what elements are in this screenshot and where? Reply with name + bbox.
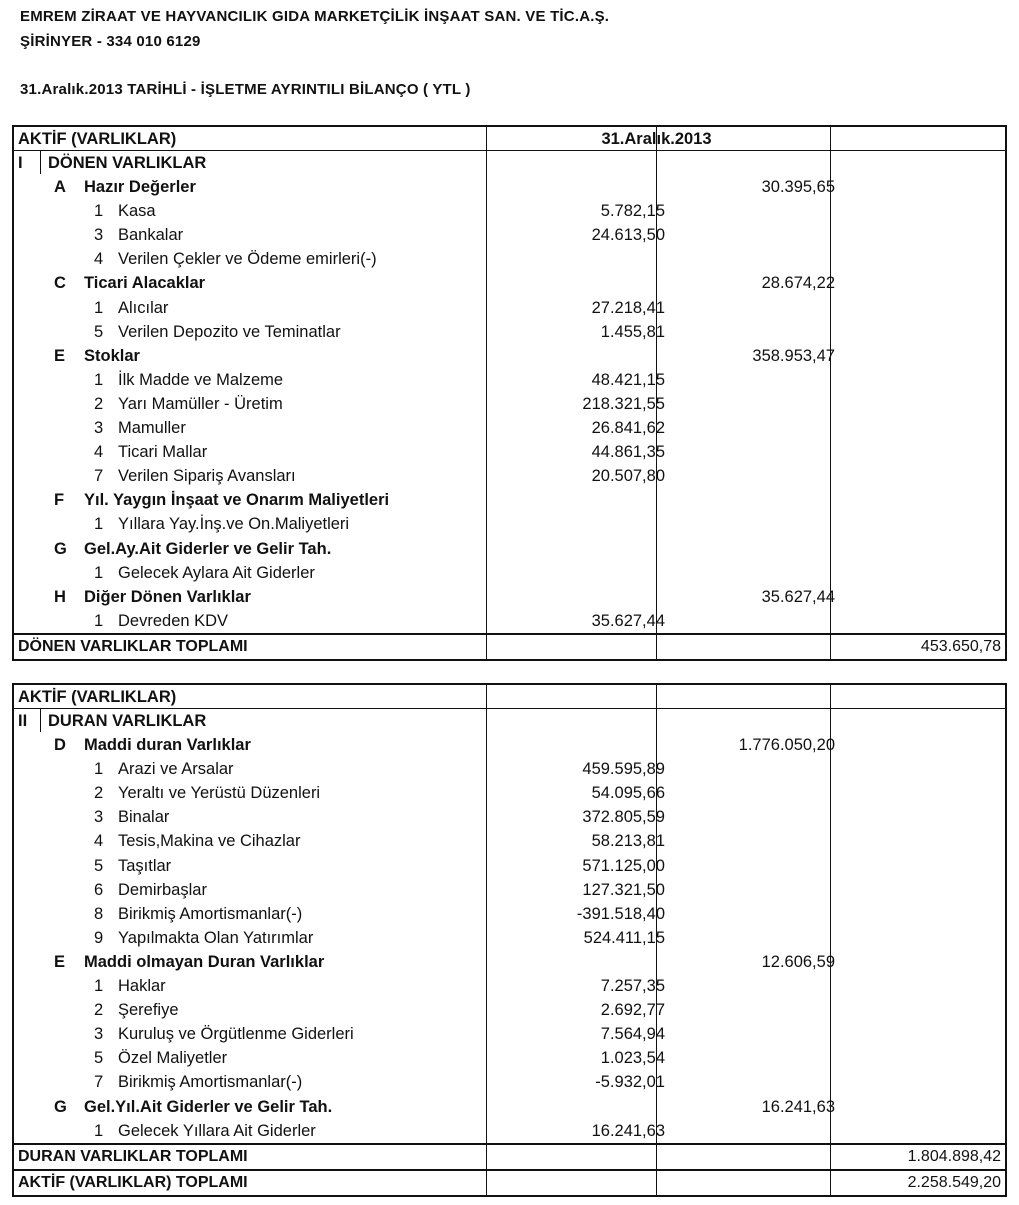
table-row xyxy=(14,151,1005,175)
header-label: AKTİF (VARLIKLAR) xyxy=(18,688,177,706)
table-row xyxy=(14,878,1005,902)
table-row xyxy=(14,271,1005,295)
row-code: 1 xyxy=(94,515,104,534)
table-row xyxy=(14,464,1005,488)
total-row xyxy=(14,633,1005,659)
row-value-c1: 27.218,41 xyxy=(591,298,665,317)
row-label: Alıcılar xyxy=(118,298,169,317)
table-row xyxy=(14,1119,1005,1143)
row-code: 2 xyxy=(94,1001,104,1020)
table-row xyxy=(14,392,1005,416)
row-label: Taşıtlar xyxy=(118,856,172,875)
row-label: Birikmiş Amortismanlar(-) xyxy=(118,904,303,923)
row-value-c1: 2.692,77 xyxy=(600,1001,665,1020)
company-name: EMREM ZİRAAT VE HAYVANCILIK GIDA MARKETÇİLİK İNŞAAT SAN. VE TİC.A.Ş. xyxy=(20,8,610,25)
row-label: Yeraltı ve Yerüstü Düzenleri xyxy=(118,784,321,803)
total-row xyxy=(14,1169,1005,1195)
row-label: Bankalar xyxy=(118,226,184,245)
row-value-c1: 24.613,50 xyxy=(591,226,665,245)
row-code: 5 xyxy=(94,1049,104,1068)
row-label: Gelecek Yıllara Ait Giderler xyxy=(118,1121,316,1140)
row-label: Haklar xyxy=(118,977,166,996)
row-value-c1: 524.411,15 xyxy=(583,928,665,947)
row-label: Yapılmakta Olan Yatırımlar xyxy=(118,928,314,947)
row-code: I xyxy=(18,154,23,172)
total-label: DURAN VARLIKLAR TOPLAMI xyxy=(18,1147,248,1165)
row-label: Şerefiye xyxy=(118,1001,179,1020)
row-value-c2: 1.776.050,20 xyxy=(738,736,835,755)
total-value: 2.258.549,20 xyxy=(907,1173,1001,1191)
row-value-c2: 35.627,44 xyxy=(761,587,835,606)
row-label: Yarı Mamüller - Üretim xyxy=(118,394,283,413)
row-code: G xyxy=(54,539,67,558)
table-row xyxy=(14,344,1005,368)
row-label: Ticari Mallar xyxy=(118,443,208,462)
table-row xyxy=(14,926,1005,950)
report-title: 31.Aralık.2013 TARİHLİ - İŞLETME AYRINTILI BİLANÇO ( YTL ) xyxy=(20,81,471,98)
row-value-c2: 30.395,65 xyxy=(761,178,835,197)
row-label: Verilen Depozito ve Teminatlar xyxy=(118,322,341,341)
row-label: Verilen Çekler ve Ödeme emirleri(-) xyxy=(118,250,377,269)
row-label: Diğer Dönen Varlıklar xyxy=(84,587,251,606)
row-label: Verilen Sipariş Avansları xyxy=(118,467,296,486)
column-divider xyxy=(830,127,831,659)
row-label: Demirbaşlar xyxy=(118,880,207,899)
row-code: 4 xyxy=(94,250,104,269)
column-divider xyxy=(656,127,657,659)
table-row xyxy=(14,416,1005,440)
row-value-c1: 7.564,94 xyxy=(600,1025,665,1044)
header-label: AKTİF (VARLIKLAR) xyxy=(18,130,177,148)
row-value-c1: 1.455,81 xyxy=(600,322,665,341)
row-value-c1: 54.095,66 xyxy=(591,784,665,803)
table-row xyxy=(14,368,1005,392)
row-code: 1 xyxy=(94,760,104,779)
row-label: Devreden KDV xyxy=(118,611,229,630)
row-value-c1: 1.023,54 xyxy=(600,1049,665,1068)
total-row xyxy=(14,1143,1005,1169)
row-value-c1: 44.861,35 xyxy=(591,443,665,462)
table-row xyxy=(14,1070,1005,1094)
table-row xyxy=(14,561,1005,585)
row-label: Kasa xyxy=(118,202,156,221)
row-value-c1: 7.257,35 xyxy=(600,977,665,996)
row-value-c1: 5.782,15 xyxy=(600,202,665,221)
code-divider xyxy=(40,708,41,732)
table-row xyxy=(14,829,1005,853)
table-row xyxy=(14,199,1005,223)
row-code: F xyxy=(54,491,65,510)
row-label: Gel.Yıl.Ait Giderler ve Gelir Tah. xyxy=(84,1097,333,1116)
column-divider xyxy=(830,685,831,1195)
table-row xyxy=(14,296,1005,320)
row-value-c1: 127.321,50 xyxy=(582,880,665,899)
row-label: Maddi duran Varlıklar xyxy=(84,736,251,755)
total-value: 1.804.898,42 xyxy=(907,1147,1001,1165)
row-label: Binalar xyxy=(118,808,170,827)
table-row xyxy=(14,1095,1005,1119)
row-label: Yıl. Yaygın İnşaat ve Onarım Maliyetleri xyxy=(84,491,390,510)
table-row xyxy=(14,537,1005,561)
row-code: II xyxy=(18,712,28,730)
row-code: 6 xyxy=(94,880,104,899)
row-label: DURAN VARLIKLAR xyxy=(48,712,207,730)
column-divider xyxy=(486,127,487,659)
row-value-c1: 20.507,80 xyxy=(591,467,665,486)
row-value-c2: 12.606,59 xyxy=(761,952,835,971)
table-row xyxy=(14,974,1005,998)
header-date: 31.Aralık.2013 xyxy=(601,130,712,148)
row-label: Özel Maliyetler xyxy=(118,1049,228,1068)
row-label: İlk Madde ve Malzeme xyxy=(118,370,284,389)
table-row xyxy=(14,585,1005,609)
row-code: 8 xyxy=(94,904,104,923)
balance-sheet-fixed-assets xyxy=(12,683,1007,1197)
table-row xyxy=(14,440,1005,464)
row-code: 5 xyxy=(94,322,104,341)
table-row xyxy=(14,247,1005,271)
column-divider xyxy=(656,685,657,1195)
row-value-c1: 218.321,55 xyxy=(582,394,665,413)
row-label: Hazır Değerler xyxy=(84,178,196,197)
row-label: DÖNEN VARLIKLAR xyxy=(48,154,207,172)
row-value-c1: 58.213,81 xyxy=(591,832,665,851)
table-row xyxy=(14,1022,1005,1046)
table-row xyxy=(14,854,1005,878)
row-code: 1 xyxy=(94,563,104,582)
row-code: H xyxy=(54,587,66,606)
row-code: 2 xyxy=(94,394,104,413)
table-row xyxy=(14,512,1005,536)
row-label: Tesis,Makina ve Cihazlar xyxy=(118,832,301,851)
row-value-c1: 16.241,63 xyxy=(591,1121,665,1140)
table-row xyxy=(14,998,1005,1022)
row-code: D xyxy=(54,736,66,755)
code-divider xyxy=(40,150,41,174)
row-value-c1: -391.518,40 xyxy=(576,904,665,923)
row-label: Yıllara Yay.İnş.ve On.Maliyetleri xyxy=(118,515,350,534)
row-code: C xyxy=(54,274,66,293)
table-row xyxy=(14,709,1005,733)
row-code: 7 xyxy=(94,1073,104,1092)
row-label: Ticari Alacaklar xyxy=(84,274,206,293)
tax-info: ŞİRİNYER - 334 010 6129 xyxy=(20,33,201,50)
row-label: Stoklar xyxy=(84,346,140,365)
total-label: AKTİF (VARLIKLAR) TOPLAMI xyxy=(18,1173,248,1191)
row-value-c1: 26.841,62 xyxy=(591,419,665,438)
table-row xyxy=(14,488,1005,512)
table-row xyxy=(14,902,1005,926)
row-code: 4 xyxy=(94,443,104,462)
row-code: 1 xyxy=(94,202,104,221)
row-code: 1 xyxy=(94,977,104,996)
total-value: 453.650,78 xyxy=(920,637,1001,655)
table-row xyxy=(14,320,1005,344)
table-row xyxy=(14,805,1005,829)
row-code: E xyxy=(54,346,66,365)
row-code: 1 xyxy=(94,298,104,317)
row-code: 3 xyxy=(94,1025,104,1044)
row-value-c2: 16.241,63 xyxy=(761,1097,835,1116)
column-divider xyxy=(486,685,487,1195)
row-code: A xyxy=(54,178,66,197)
table-row xyxy=(14,1046,1005,1070)
row-code: 1 xyxy=(94,611,104,630)
row-code: 1 xyxy=(94,370,104,389)
row-label: Kuruluş ve Örgütlenme Giderleri xyxy=(118,1025,354,1044)
row-value-c1: 35.627,44 xyxy=(591,611,665,630)
row-label: Birikmiş Amortismanlar(-) xyxy=(118,1073,303,1092)
row-value-c1: 372.805,59 xyxy=(582,808,665,827)
table-header xyxy=(14,127,1005,151)
table-row xyxy=(14,781,1005,805)
table-row xyxy=(14,223,1005,247)
table-row xyxy=(14,733,1005,757)
row-value-c1: -5.932,01 xyxy=(595,1073,665,1092)
table-header xyxy=(14,685,1005,709)
row-label: Mamuller xyxy=(118,419,186,438)
row-code: 1 xyxy=(94,1121,104,1140)
row-code: 7 xyxy=(94,467,104,486)
row-value-c1: 571.125,00 xyxy=(582,856,665,875)
row-code: G xyxy=(54,1097,67,1116)
table-row xyxy=(14,950,1005,974)
balance-sheet-current-assets xyxy=(12,125,1007,661)
row-value-c2: 358.953,47 xyxy=(752,346,835,365)
row-code: 5 xyxy=(94,856,104,875)
table-row xyxy=(14,757,1005,781)
row-value-c2: 28.674,22 xyxy=(761,274,835,293)
total-label: DÖNEN VARLIKLAR TOPLAMI xyxy=(18,637,248,655)
row-value-c1: 48.421,15 xyxy=(591,370,665,389)
row-code: 3 xyxy=(94,808,104,827)
row-code: 3 xyxy=(94,419,104,438)
row-code: 4 xyxy=(94,832,104,851)
table-row xyxy=(14,609,1005,633)
row-label: Gelecek Aylara Ait Giderler xyxy=(118,563,315,582)
row-label: Gel.Ay.Ait Giderler ve Gelir Tah. xyxy=(84,539,332,558)
row-code: E xyxy=(54,952,66,971)
row-code: 9 xyxy=(94,928,104,947)
row-code: 3 xyxy=(94,226,104,245)
row-label: Maddi olmayan Duran Varlıklar xyxy=(84,952,325,971)
row-label: Arazi ve Arsalar xyxy=(118,760,234,779)
row-code: 2 xyxy=(94,784,104,803)
row-value-c1: 459.595,89 xyxy=(582,760,665,779)
table-row xyxy=(14,175,1005,199)
